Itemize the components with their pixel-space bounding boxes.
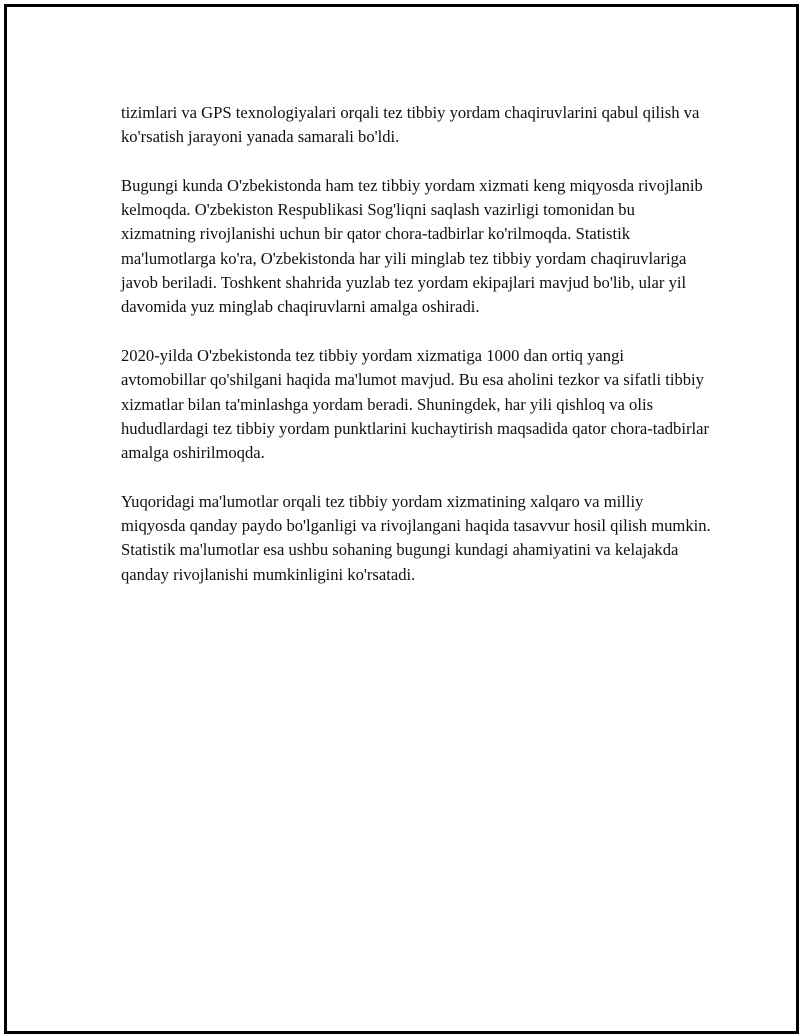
paragraph-2: Bugungi kunda O'zbekistonda ham tez tibbiy yordam xizmati keng miqyosda rivojlanib kelmoqda. O'zbekiston Respublikasi Sog'liqni saqlash vazirligi tomonidan bu xizmatning rivojlanishi uchun bir qator chora-tadbirlar ko'rilmoqda. Statistik ma'lumotlarga ko'ra, O'zbekistonda har yili minglab tez tibbiy yordam chaqiruvlariga javob beriladi. Toshkent shahrida yuzlab tez yordam ekipajlari mavjud bo'lib, ular yil davomida yuz minglab chaqiruvlarni amalga oshiradi. bbox=[121, 175, 703, 317]
paragraph-1: tizimlari va GPS texnologiyalari orqali tez tibbiy yordam chaqiruvlarini qabul qilish va ko'rsatish jarayoni yanada samarali bo'ldi. bbox=[121, 103, 700, 147]
document-body bbox=[121, 101, 711, 611]
paragraph-3: 2020-yilda O'zbekistonda tez tibbiy yordam xizmatiga 1000 dan ortiq yangi avtomobillar qo'shilgani haqida ma'lumot mavjud. Bu esa aholini tezkor va sifatli tibbiy xizmatlar bilan ta'minlashga yordam beradi. Shuningdek, har yili qishloq va olis hududlardagi tez tibbiy yordam punktlarini kuchaytirish maqsadida qator chora-tadbirlar amalga oshirilmoqda. bbox=[121, 345, 709, 463]
paragraph-4: Yuqoridagi ma'lumotlar orqali tez tibbiy yordam xizmatining xalqaro va milliy miqyosda qanday paydo bo'lganligi va rivojlangani haqida tasavvur hosil qilish mumkin. Statistik ma'lumotlar esa ushbu sohaning bugungi kundagi ahamiyatini va kelajakda qanday rivojlanishi mumkinligini ko'rsatadi. bbox=[121, 491, 711, 584]
page-border bbox=[4, 4, 799, 1034]
